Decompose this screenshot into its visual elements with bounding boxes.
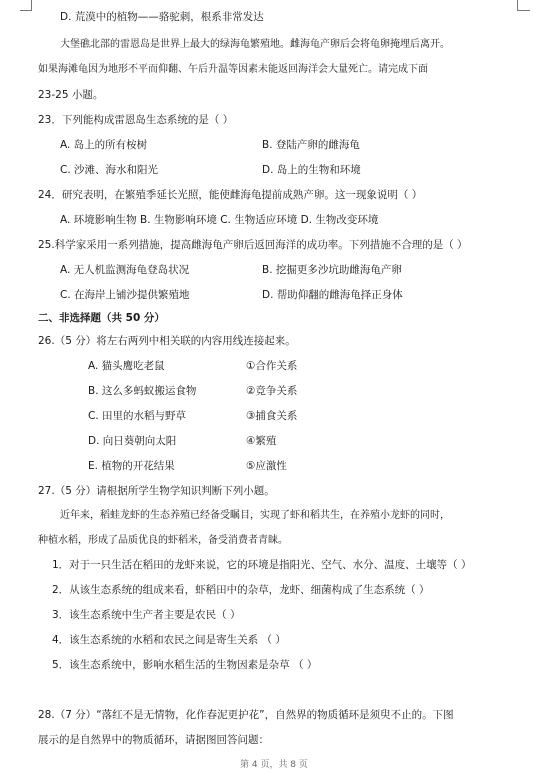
passage-line-2: 如果海滩龟因为地形不平而仰翻、午后升温等因素未能返回海洋会大量死亡。请完成下面: [38, 64, 428, 75]
passage-line-3: 23-25 小题。: [38, 89, 104, 101]
q26-left-e: E. 植物的开花结果: [88, 460, 175, 472]
q25-option-b: B. 挖掘更多沙坑助雌海龟产卵: [262, 264, 402, 276]
question-26: 26.（5 分）将左右两列中相关联的内容用线连接起来。: [38, 335, 296, 347]
q26-left-a: A. 猫头鹰吃老鼠: [88, 360, 165, 372]
crop-mark-right: [517, 0, 530, 11]
question-24: 24．研究表明，在繁殖季延长光照，能使雌海龟提前成熟产卵。这一现象说明（ ）: [38, 189, 423, 201]
q26-right-1: ①合作关系: [246, 360, 298, 372]
q27-statement-3: 3．该生态系统中生产者主要是农民（ ）: [52, 609, 241, 621]
q23-option-a: A. 岛上的所有桉树: [60, 139, 148, 151]
section-heading: 二、非选择题（共 50 分）: [38, 312, 165, 324]
q26-left-b: B. 这么多蚂蚁搬运食物: [88, 385, 197, 397]
q27-statement-2: 2．从该生态系统的组成来看，虾稻田中的杂草，龙虾、细菌构成了生态系统（ ）: [52, 584, 430, 596]
q26-right-4: ④繁殖: [246, 435, 277, 447]
crop-mark-left: [20, 0, 32, 11]
q26-right-5: ⑤应激性: [246, 460, 287, 472]
q23-option-b: B. 登陆产卵的雌海龟: [262, 139, 360, 151]
q26-left-c: C. 田里的水稻与野草: [88, 410, 187, 422]
q24-options: A. 环境影响生物 B. 生物影响环境 C. 生物适应环境 D. 生物改变环境: [60, 214, 379, 226]
q26-left-d: D. 向日葵朝向太阳: [88, 435, 177, 447]
question-25: 25.科学家采用一系列措施，提高雌海龟产卵后返回海洋的成功率。下列措施不合理的是（ ）: [38, 239, 468, 251]
question-28: 28.（7 分）“落红不是无情物，化作春泥更护花”，自然界的物质循环是须臾不止的。下图: [38, 709, 454, 721]
q25-option-d: D. 帮助仰翻的雌海龟择正身体: [262, 289, 403, 301]
q26-right-3: ③捕食关系: [246, 410, 298, 422]
q27-statement-1: 1．对于一只生活在稻田的龙虾来说，它的环境是指阳光、空气、水分、温度、土壤等（ ）: [52, 559, 472, 571]
page-footer: 第 4 页，共 8 页: [240, 760, 308, 770]
q23-option-d: D. 岛上的生物和环境: [262, 164, 361, 176]
q27-statement-5: 5．该生态系统中，影响水稻生活的生物因素是杂草 （ ）: [52, 659, 318, 671]
question-23: 23．下列能构成雷恩岛生态系统的是（ ）: [38, 114, 234, 126]
passage-line-1: 大堡礁北部的雷恩岛是世界上最大的绿海龟繁殖地。雌海龟产卵后会将龟卵掩埋后离开。: [60, 39, 450, 50]
q27-passage-2: 种植水稻，形成了品质优良的虾稻米，备受消费者青睐。: [38, 535, 288, 546]
q25-option-c: C. 在海岸上铺沙提供繁殖地: [60, 289, 190, 301]
option-d-line: D. 荒漠中的植物——骆驼刺，根系非常发达: [60, 11, 264, 23]
q26-right-2: ②竞争关系: [246, 385, 298, 397]
q23-option-c: C. 沙滩、海水和阳光: [60, 164, 159, 176]
q25-option-a: A. 无人机监测海龟登岛状况: [60, 264, 190, 276]
q27-statement-4: 4．该生态系统的水稻和农民之间是寄生关系 （ ）: [52, 634, 286, 646]
question-28-cont: 展示的是自然界中的物质循环，请据图回答问题：: [38, 734, 269, 746]
question-27: 27.（5 分）请根据所学生物学知识判断下列小题。: [38, 485, 275, 497]
q27-passage-1: 近年来，稻蛙龙虾的生态养殖已经备受瞩目，实现了虾和稻共生，在养殖小龙虾的同时，: [60, 510, 450, 521]
